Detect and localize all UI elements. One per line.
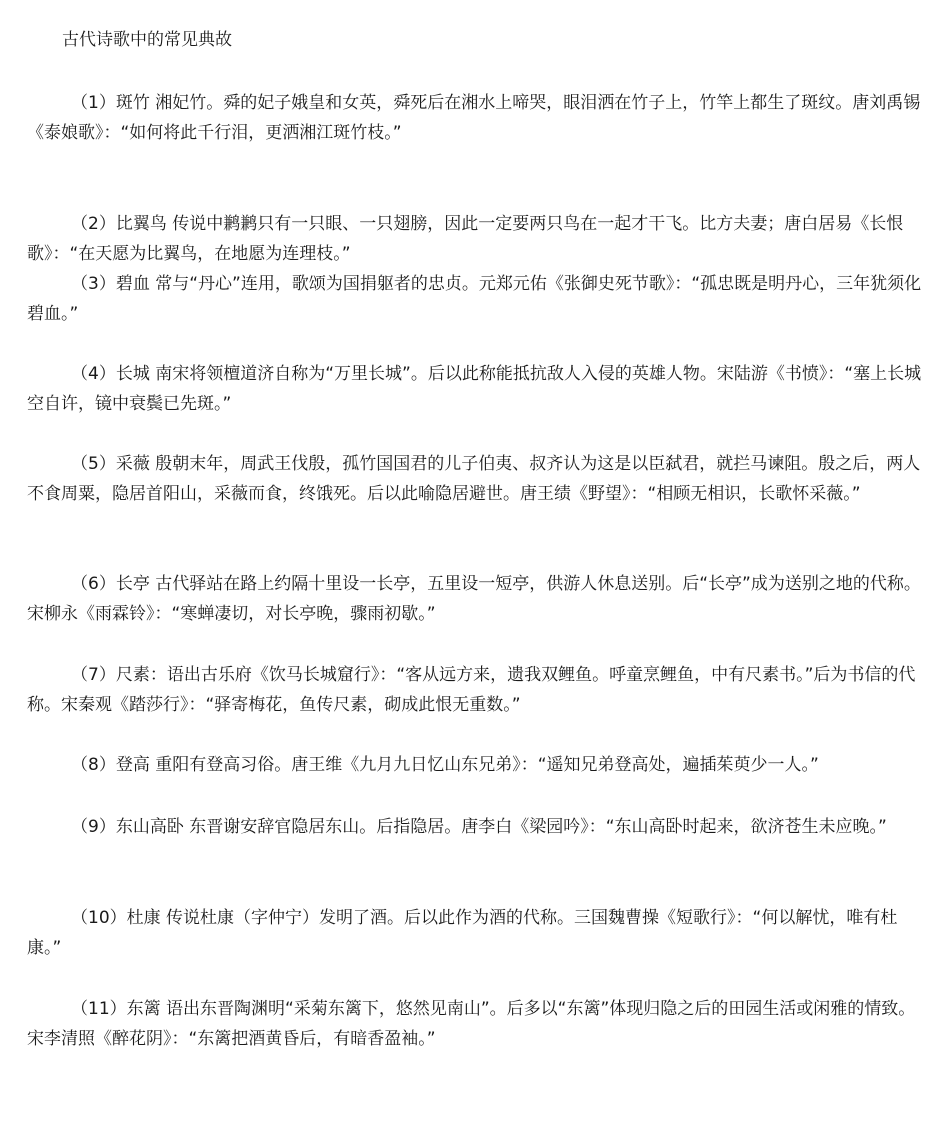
allusion-entry-1: （1）斑竹 湘妃竹。舜的妃子娥皇和女英，舜死后在湘水上啼哭，眼泪洒在竹子上，竹竿上都生了斑纹。唐刘禹锡《泰娘歌》：“如何将此千行泪，更洒湘江斑竹枝。”: [27, 93, 921, 143]
allusion-entry-8: （8）登高 重阳有登高习俗。唐王维《九月九日忆山东兄弟》：“遥知兄弟登高处，遍插茱萸少一人。”: [71, 755, 819, 775]
allusion-entry-4: （4）长城 南宋将领檀道济自称为“万里长城”。后以此称能抵抗敌人入侵的英雄人物。宋陆游《书愤》：“塞上长城空自许，镜中衰鬓已先斑。”: [27, 364, 922, 414]
allusion-entry-11: （11）东篱 语出东晋陶渊明“采菊东篱下，悠然见南山”。后多以“东篱”体现归隐之后的田园生活或闲雅的情致。宋李清照《醉花阴》：“东篱把酒黄昏后，有暗香盈袖。”: [27, 999, 916, 1049]
allusion-entry-9: （9）东山高卧 东晋谢安辞官隐居东山。后指隐居。唐李白《梁园吟》：“东山高卧时起来，欲济苍生未应晚。”: [71, 817, 887, 837]
allusion-entry-2: （2）比翼鸟 传说中鹣鹣只有一只眼、一只翅膀，因此一定要两只鸟在一起才干飞。比方夫妻；唐白居易《长恨歌》：“在天愿为比翼鸟，在地愿为连理枝。”: [27, 214, 904, 264]
allusion-entry-3: （3）碧血 常与“丹心”连用，歌颂为国捐躯者的忠贞。元郑元佑《张御史死节歌》：“孤忠既是明丹心，三年犹须化碧血。”: [27, 274, 922, 324]
allusion-entry-6: （6）长亭 古代驿站在路上约隔十里设一长亭，五里设一短亭，供游人休息送别。后“长亭”成为送别之地的代称。宋柳永《雨霖铃》：“寒蝉凄切，对长亭晚，骤雨初歇。”: [27, 574, 921, 624]
allusion-entry-7: （7）尺素：语出古乐府《饮马长城窟行》：“客从远方来，遗我双鲤鱼。呼童烹鲤鱼，中有尺素书。”后为书信的代称。宋秦观《踏莎行》：“驿寄梅花，鱼传尺素，砌成此恨无重数。”: [27, 665, 916, 715]
document-title: 古代诗歌中的常见典故: [62, 30, 232, 50]
allusion-entry-10: （10）杜康 传说杜康（字仲宁）发明了酒。后以此作为酒的代称。三国魏曹操《短歌行》：“何以解忧，唯有杜康。”: [27, 908, 898, 958]
allusion-entry-5: （5）采薇 殷朝末年，周武王伐殷，孤竹国国君的儿子伯夷、叔齐认为这是以臣弑君，就拦马谏阻。殷之后，两人不食周粟，隐居首阳山，采薇而食，终饿死。后以此喻隐居避世。唐王绩《野望》：“相顾无相识，长歌怀采薇。”: [27, 454, 921, 504]
